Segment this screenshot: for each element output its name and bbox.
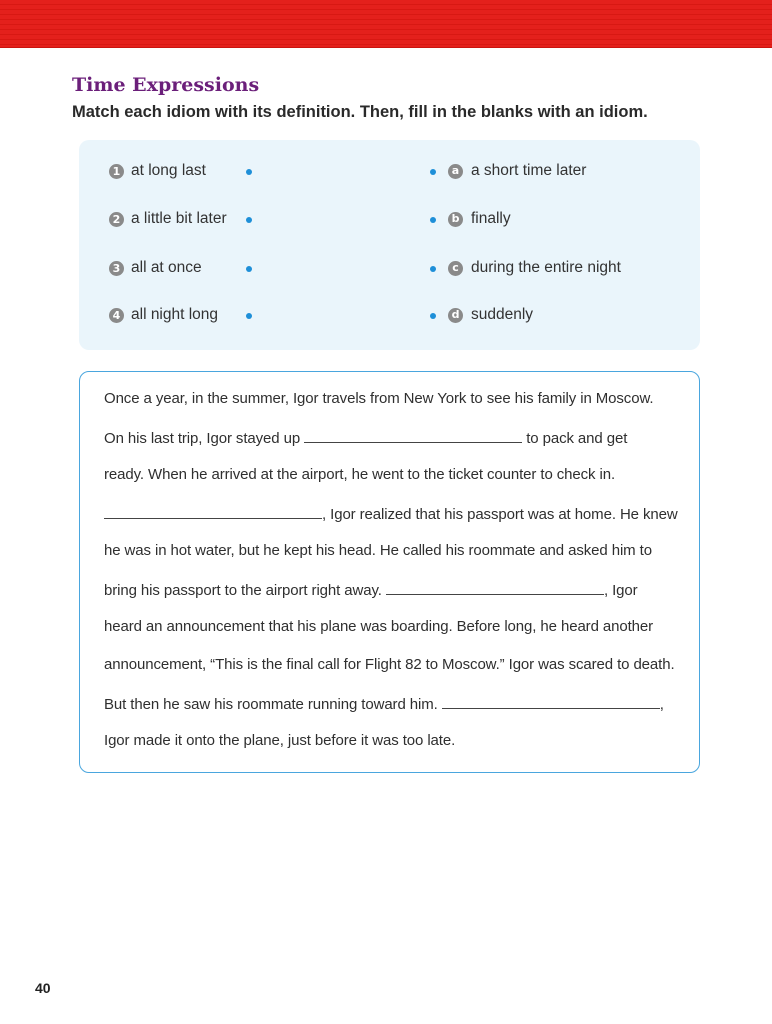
- story-line-1: Once a year, in the summer, Igor travels from New York to see his family in Moscow.: [104, 390, 654, 407]
- story-passage: [79, 371, 700, 773]
- blank-1[interactable]: [304, 428, 522, 443]
- story-line-3: ready. When he arrived at the airport, he went to the ticket counter to check in.: [104, 466, 616, 483]
- idiom-3: all at once: [131, 259, 202, 276]
- match-dot-left-3[interactable]: [246, 266, 252, 272]
- definition-a: a short time later: [471, 162, 587, 179]
- letter-badge-c: c: [448, 261, 463, 276]
- match-row-3: [79, 257, 700, 281]
- definition-c: during the entire night: [471, 259, 621, 276]
- match-dot-left-1[interactable]: [246, 169, 252, 175]
- idiom-2: a little bit later: [131, 210, 227, 227]
- number-badge-3: 3: [109, 261, 124, 276]
- story-text: bring his passport to the airport right away.: [104, 582, 386, 599]
- story-text: ,: [659, 696, 664, 713]
- match-dot-right-b[interactable]: [430, 217, 436, 223]
- instructions: Match each idiom with its definition. Then, fill in the blanks with an idiom.: [72, 103, 648, 121]
- story-text: to pack and get: [522, 430, 628, 447]
- story-text: , Igor: [603, 582, 638, 599]
- match-dot-right-a[interactable]: [430, 169, 436, 175]
- match-row-2: [79, 208, 700, 232]
- blank-3[interactable]: [386, 580, 604, 595]
- story-text: , Igor realized that his passport was at home. He knew: [322, 506, 678, 523]
- story-text: But then he saw his roommate running toward him.: [104, 696, 442, 713]
- match-dot-right-c[interactable]: [430, 266, 436, 272]
- story-line-4: [104, 504, 678, 523]
- number-badge-1: 1: [109, 164, 124, 179]
- story-line-8: announcement, “This is the final call for Flight 82 to Moscow.” Igor was scared to death.: [104, 656, 675, 673]
- blank-2[interactable]: [104, 504, 322, 519]
- page-number: 40: [35, 980, 51, 996]
- match-row-4: [79, 304, 700, 328]
- story-line-6: [104, 580, 638, 599]
- top-color-band: [0, 0, 772, 48]
- blank-4[interactable]: [442, 694, 660, 709]
- number-badge-2: 2: [109, 212, 124, 227]
- letter-badge-b: b: [448, 212, 463, 227]
- idiom-1: at long last: [131, 162, 206, 179]
- story-text: On his last trip, Igor stayed up: [104, 430, 305, 447]
- section-title: Time Expressions: [72, 74, 260, 96]
- story-line-10: Igor made it onto the plane, just before it was too late.: [104, 732, 456, 749]
- definition-d: suddenly: [471, 306, 534, 323]
- matching-exercise: [79, 140, 700, 350]
- story-line-2: [104, 428, 627, 447]
- match-row-1: [79, 160, 700, 184]
- number-badge-4: 4: [109, 308, 124, 323]
- letter-badge-a: a: [448, 164, 463, 179]
- story-line-7: heard an announcement that his plane was boarding. Before long, he heard another: [104, 618, 654, 635]
- story-line-5: he was in hot water, but he kept his head. He called his roommate and asked him to: [104, 542, 652, 559]
- match-dot-right-d[interactable]: [430, 313, 436, 319]
- idiom-4: all night long: [131, 306, 219, 323]
- match-dot-left-4[interactable]: [246, 313, 252, 319]
- match-dot-left-2[interactable]: [246, 217, 252, 223]
- story-line-9: [104, 694, 664, 713]
- letter-badge-d: d: [448, 308, 463, 323]
- definition-b: finally: [471, 210, 511, 227]
